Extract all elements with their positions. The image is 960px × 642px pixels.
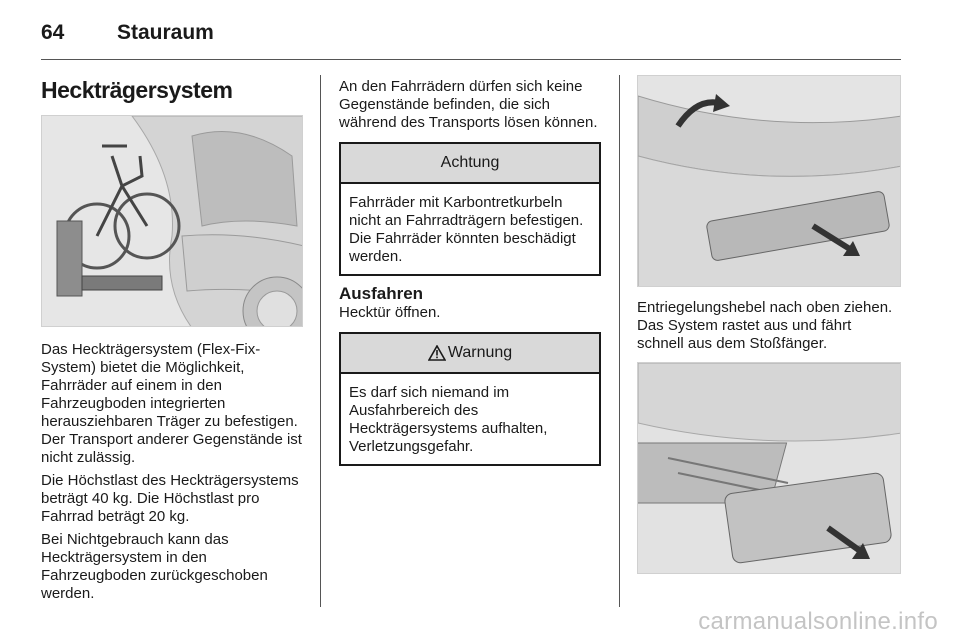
paragraph: An den Fahrrädern dürfen sich keine Gegenstände befinden, die sich während des Transports lösen können. [339,78,598,131]
chapter-title: Stauraum [117,21,214,44]
column-divider-1 [320,75,321,607]
header-rule [41,59,901,60]
warning-header [341,334,599,374]
warning-title: Warnung [447,344,513,361]
warning-text: Es darf sich niemand im Ausfahrbereich des Heckträgersystems aufhalten, Verletzungsgefahr. [349,384,548,455]
carrier-extending-icon [638,363,901,574]
warning-box [339,332,601,466]
car-bike-illustration [41,115,303,327]
release-lever-icon [638,76,901,287]
paragraph: Bei Nichtgebrauch kann das Heckträgersystem in den Fahrzeugboden zurückgeschoben werden. [41,531,268,602]
left-column [41,75,303,608]
carrier-extending-illustration [637,362,901,574]
instruction: Hecktür öffnen. [339,304,441,321]
right-column [637,75,901,574]
column-divider-2 [619,75,620,607]
release-lever-illustration [637,75,901,287]
section-title: Heckträgersystem [41,77,233,103]
caution-text: Fahrräder mit Karbontretkurbeln nicht an Fahrradträgern befestigen. Die Fahrräder könnten beschädigt werden. [349,194,584,265]
paragraph: Das Heckträgersystem (Flex-Fix-System) bietet die Möglichkeit, Fahrräder auf einem in den Fahrzeugboden integrierten herausziehbaren Träger zu befestigen. Der Transport anderer Gegenstände ist nicht zulässig. [41,341,302,466]
caution-box [339,142,601,276]
page-number: 64 [41,21,65,44]
paragraph: Die Höchstlast des Heckträgersystems beträgt 40 kg. Die Höchstlast pro Fahrrad beträgt 20 kg. [41,472,299,525]
car-with-bike-carrier-icon [42,116,303,327]
caution-title: Achtung [341,144,599,184]
subheading: Ausfahren [339,284,424,303]
watermark: carmanualsonline.info [698,608,938,635]
caption: Entriegelungshebel nach oben ziehen. Das System rastet aus und fährt schnell aus dem Stoßfänger. [637,299,893,352]
page-header [41,18,214,48]
warning-triangle-icon [428,345,446,361]
middle-column [339,78,601,466]
